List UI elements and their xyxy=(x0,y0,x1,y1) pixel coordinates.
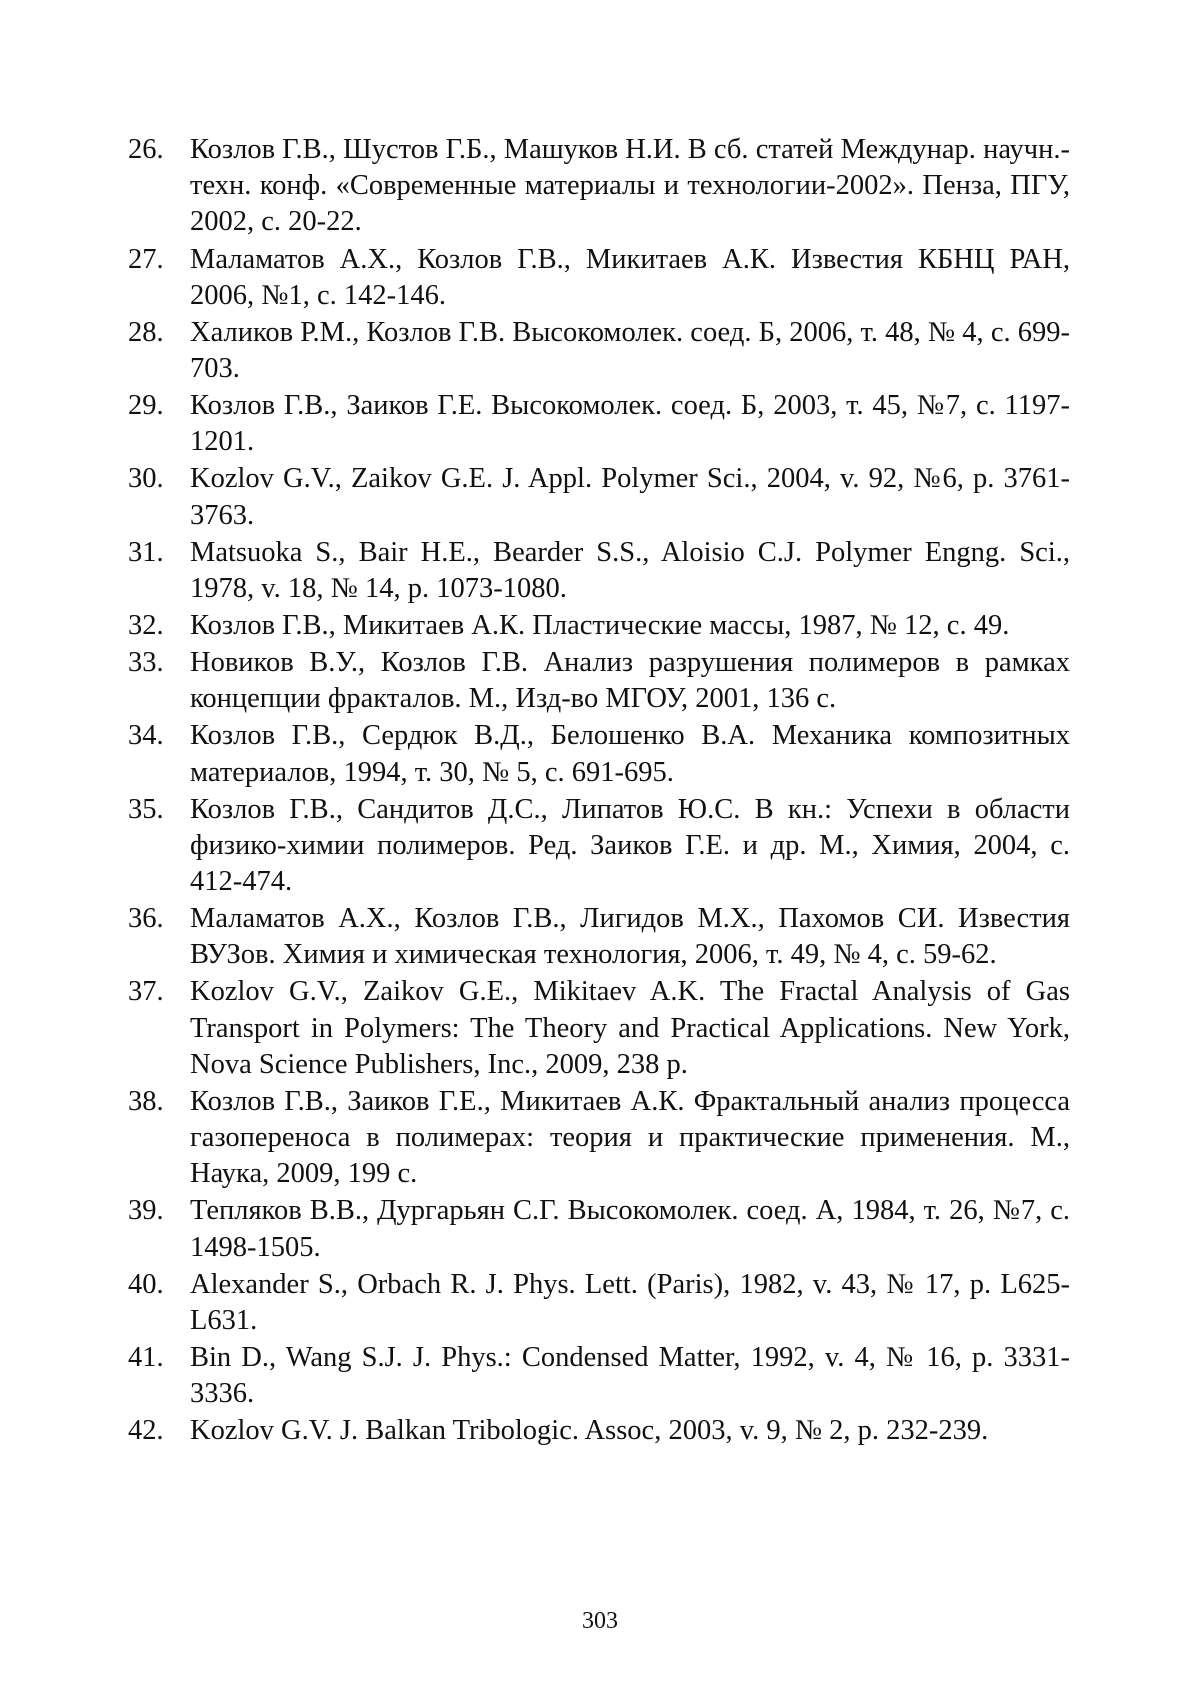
reference-text: Тепляков В.В., Дургарьян С.Г. Высокомолек. соед. А, 1984, т. 26, №7, с. 1498-1505. xyxy=(190,1195,1070,1263)
reference-text: Kozlov G.V., Zaikov G.E. J. Appl. Polymer Sci., 2004, v. 92, №6, p. 3761-3763. xyxy=(190,463,1070,531)
reference-text: Козлов Г.В., Заиков Г.Е. Высокомолек. соед. Б, 2003, т. 45, №7, с. 1197-1201. xyxy=(190,390,1070,458)
reference-item xyxy=(128,388,1070,460)
reference-item xyxy=(128,1340,1070,1412)
reference-item xyxy=(128,132,1070,241)
reference-text: Kozlov G.V., Zaikov G.E., Mikitaev A.K. The Fractal Analysis of Gas Transport in Polymers: The Theory and Practical Applications. New York, Nova Science Publishers, Inc., 2009, 238 p. xyxy=(190,976,1070,1080)
reference-item xyxy=(128,1267,1070,1339)
reference-text: Новиков В.У., Козлов Г.В. Анализ разрушения полимеров в рамках концепции фракталов. М., Изд-во МГОУ, 2001, 136 с. xyxy=(190,647,1070,715)
reference-text: Козлов Г.В., Заиков Г.Е., Микитаев А.К. Фрактальный анализ процесса газопереноса в полимерах: теория и практические применения. М., Наука, 2009, 199 с. xyxy=(190,1085,1070,1190)
reference-number: 41. xyxy=(128,1342,164,1374)
reference-text: Маламатов А.Х., Козлов Г.В., Микитаев А.К. Известия КБНЦ РАН, 2006, №1, с. 142-146. xyxy=(190,243,1070,311)
reference-item xyxy=(128,974,1070,1083)
reference-number: 38. xyxy=(128,1085,164,1117)
reference-text: Маламатов А.Х., Козлов Г.В., Лигидов М.Х., Пахомов СИ. Известия ВУЗов. Химия и химическая технология, 2006, т. 49, № 4, с. 59-62. xyxy=(190,903,1070,971)
reference-text: Козлов Г.В., Шустов Г.Б., Машуков Н.И. В сб. статей Междунар. научн.-техн. конф. «Современные материалы и технологии-2002». Пенза, ПГУ, 2002, с. 20-22. xyxy=(190,134,1070,238)
reference-text: Matsuoka S., Bair H.E., Bearder S.S., Aloisio C.J. Polymer Engng. Sci., 1978, v. 18, № 14, p. 1073-1080. xyxy=(190,536,1070,604)
reference-number: 28. xyxy=(128,316,164,348)
reference-text: Козлов Г.В., Микитаев А.К. Пластические массы, 1987, № 12, с. 49. xyxy=(190,609,1010,641)
reference-number: 27. xyxy=(128,243,164,275)
reference-item xyxy=(128,1413,1070,1449)
reference-item xyxy=(128,1084,1070,1193)
reference-number: 31. xyxy=(128,536,164,568)
reference-item xyxy=(128,645,1070,717)
reference-text: Козлов Г.В., Сердюк В.Д., Белошенко В.А. Механика композитных материалов, 1994, т. 30, № 5, с. 691-695. xyxy=(190,720,1070,788)
reference-item xyxy=(128,608,1070,644)
reference-number: 36. xyxy=(128,903,164,935)
reference-number: 40. xyxy=(128,1268,164,1300)
reference-number: 32. xyxy=(128,609,164,641)
reference-number: 37. xyxy=(128,976,164,1008)
reference-number: 35. xyxy=(128,793,164,825)
reference-number: 34. xyxy=(128,720,164,752)
reference-number: 42. xyxy=(128,1415,164,1447)
reference-number: 29. xyxy=(128,390,164,422)
reference-text: Alexander S., Orbach R. J. Phys. Lett. (Paris), 1982, v. 43, № 17, p. L625-L631. xyxy=(190,1268,1070,1336)
reference-item xyxy=(128,315,1070,387)
reference-item xyxy=(128,792,1070,901)
reference-text: Козлов Г.В., Сандитов Д.С., Липатов Ю.С. В кн.: Успехи в области физико-химии полимеров. Ред. Заиков Г.Е. и др. М., Химия, 2004, с. 412-474. xyxy=(190,793,1070,898)
reference-text: Bin D., Wang S.J. J. Phys.: Condensed Matter, 1992, v. 4, № 16, p. 3331-3336. xyxy=(190,1342,1070,1410)
reference-number: 30. xyxy=(128,463,164,495)
reference-item xyxy=(128,242,1070,314)
page-number: 303 xyxy=(582,1608,618,1634)
reference-number: 33. xyxy=(128,647,164,679)
reference-item xyxy=(128,1193,1070,1265)
reference-list xyxy=(128,132,1070,1450)
reference-item xyxy=(128,461,1070,533)
reference-number: 26. xyxy=(128,134,164,165)
reference-item xyxy=(128,901,1070,973)
reference-item xyxy=(128,535,1070,607)
reference-text: Халиков Р.М., Козлов Г.В. Высокомолек. соед. Б, 2006, т. 48, № 4, с. 699-703. xyxy=(190,316,1070,384)
reference-number: 39. xyxy=(128,1195,164,1227)
reference-item xyxy=(128,718,1070,790)
reference-text: Kozlov G.V. J. Balkan Tribologic. Assoc, 2003, v. 9, № 2, p. 232-239. xyxy=(190,1415,989,1447)
